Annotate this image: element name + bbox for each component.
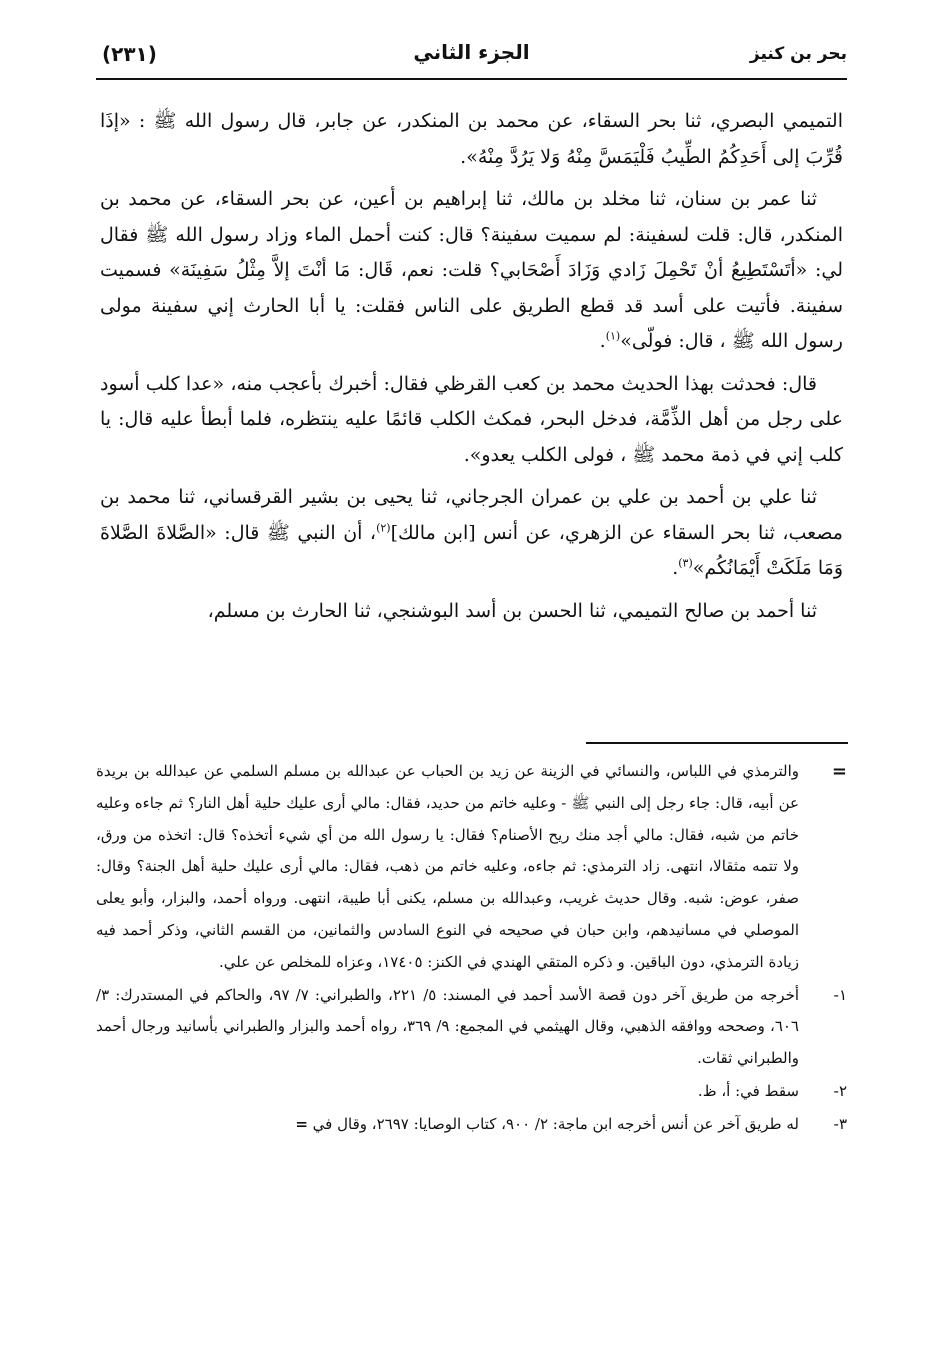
footnote-continuation — [96, 756, 847, 979]
footnote-3-marker: ٣- — [833, 1114, 847, 1133]
footnote-ref-1: (١) — [605, 329, 621, 343]
footnote-ref-3: (٣) — [678, 556, 693, 570]
running-head-chapter: بحر بن كنيز — [749, 44, 847, 64]
page-header — [96, 36, 847, 80]
footnote-1-marker: ١- — [833, 985, 847, 1004]
footnote-1-text: أخرجه من طريق آخر دون قصة الأسد أحمد في المسند: ٥/ ٢٢١، والطبراني: ٧/ ٩٧، والحاكم في المستدرك: ٣/ ٦٠٦، وصححه ووافقه الذهبي، وقال الهيثمي في المجمع: ٩/ ٣٦٩، رواه أحمد والبزار والطبراني بأسانيد ورجال أحمد والطبراني ثقات. — [96, 985, 800, 1068]
running-head-volume: الجزء الثاني — [413, 40, 530, 64]
paragraph-4-rest: ، أن النبي ﷺ قال: «الصَّلاةَ الصَّلاةَ وَمَا مَلَكَتْ أَيْمَانُكُم» — [100, 521, 843, 579]
paragraph-2-text: ثنا عمر بن سنان، ثنا مخلد بن مالك، ثنا إبراهيم بن أعين، عن بحر السقاء، عن محمد بن المنكدر، قال: قلت لسفينة: لم سميت سفينة؟ قال: كنت أحمل الماء وزاد رسول الله ﷺ فقال لي: «أتَسْتَطِيعُ أنْ تَحْمِلَ زَادي وَزَادَ أَصْحَابي؟ قلت: نعم، قَال: مَا أنْتَ إلاَّ مِثْلُ سَفِينَة» فسميت سفينة. فأتيت على أسد قد قطع الطريق على الناس فقلت: يا أبا الحارث إني سفينة مولى رسول الله ﷺ ، قال: فولّى» — [100, 188, 843, 352]
footnote-continuation-text: والترمذي في اللباس، والنسائي في الزينة عن زيد بن الحباب عن عبدالله بن مسلم السلمي عن عبدالله بن بريدة عن أبيه، قال: جاء رجل إلى النبي ﷺ - وعليه خاتم من حديد، فقال: مالي أرى عليك حلية أهل النار؟ ثم جاءه وعليه خاتم من شبه، فقال: مالي أجد منك ريح الأصنام؟ فقال: يا رسول الله من أي شيء أتخذه؟ قال: اتخذه من ورق، ولا تتمه مثقالا، انتهى. زاد الترمذي: ثم جاءه، وعليه خاتم من ذهب، فقال: مالي أرى عليك حلية أهل الجنة؟ وقال: صفر، عوض: شبه. وقال حديث غريب، وعبدالله بن مسلم، يكنى أبا طيبة، انتهى. ورواه أحمد، والبزار، وأبو يعلى الموصلي في مسانيدهم، وابن حبان في صحيحه في النوع السادس والثمانين، من القسم الثاني، وذكر أحمد فيه زيادة الترمذي، دون الباقين. و ذكره المتقي الهندي في الكنز: ١٧٤٠٥، وعزاه للمخلص عن علي. — [96, 762, 799, 971]
paragraph-4 — [100, 480, 843, 587]
page-number: (٢٣١) — [102, 42, 157, 66]
paragraph-4-text: ثنا علي بن أحمد بن علي بن عمران الجرجاني، ثنا يحيى بن بشير القرقساني، ثنا محمد بن مصعب، ثنا بحر السقاء عن الزهري، عن أنس [ابن مالك] — [100, 486, 843, 544]
footnote-3 — [96, 1109, 847, 1141]
paragraph-5-text: ثنا أحمد بن صالح التميمي، ثنا الحسن بن أسد البوشنجي، ثنا الحارث بن مسلم، — [207, 599, 817, 622]
footnotes — [96, 756, 847, 1142]
footnote-ref-2: (٢) — [376, 521, 391, 535]
paragraph-4-period: . — [672, 557, 679, 579]
paragraph-5 — [100, 594, 843, 630]
paragraph-2 — [100, 182, 843, 360]
footnote-3-continues-marker: = — [295, 1114, 308, 1133]
main-text — [100, 104, 843, 636]
paragraph-3-text: قال: فحدثت بهذا الحديث محمد بن كعب القرظي فقال: أخبرك بأعجب منه، «عدا كلب أسود على رجل من أهل الذِّمَّة، فدخل البحر، فمكث الكلب قائمًا عليه ينتظره، فلما أبطأ عليه قال: يا كلب إني في ذمة محمد ﷺ ، فولى الكلب يعدو». — [100, 372, 843, 466]
continuation-marker: = — [831, 761, 847, 782]
footnote-2-marker: ٢- — [833, 1081, 847, 1100]
paragraph-2-period: . — [599, 330, 606, 352]
footnote-1 — [96, 980, 847, 1075]
paragraph-1 — [100, 104, 843, 175]
footnote-3-text: له طريق آخر عن أنس أخرجه ابن ماجة: ٢/ ٩٠٠، كتاب الوصايا: ٢٦٩٧، وقال في — [312, 1114, 799, 1133]
paragraph-1-text: التميمي البصري، ثنا بحر السقاء، عن محمد بن المنكدر، عن جابر، قال رسول الله ﷺ : «إذَا قُرِّبَ إلى أَحَدِكُمُ الطِّيبُ فَلْيَمَسَّ مِنْهُ وَلا يَرُدَّ مِنْهُ». — [100, 110, 843, 168]
footnote-2-text: سقط في: أ، ظ. — [697, 1081, 799, 1100]
header-rule — [96, 78, 847, 80]
paragraph-3 — [100, 367, 843, 474]
footnote-2 — [96, 1076, 847, 1108]
footnote-rule — [586, 742, 848, 744]
